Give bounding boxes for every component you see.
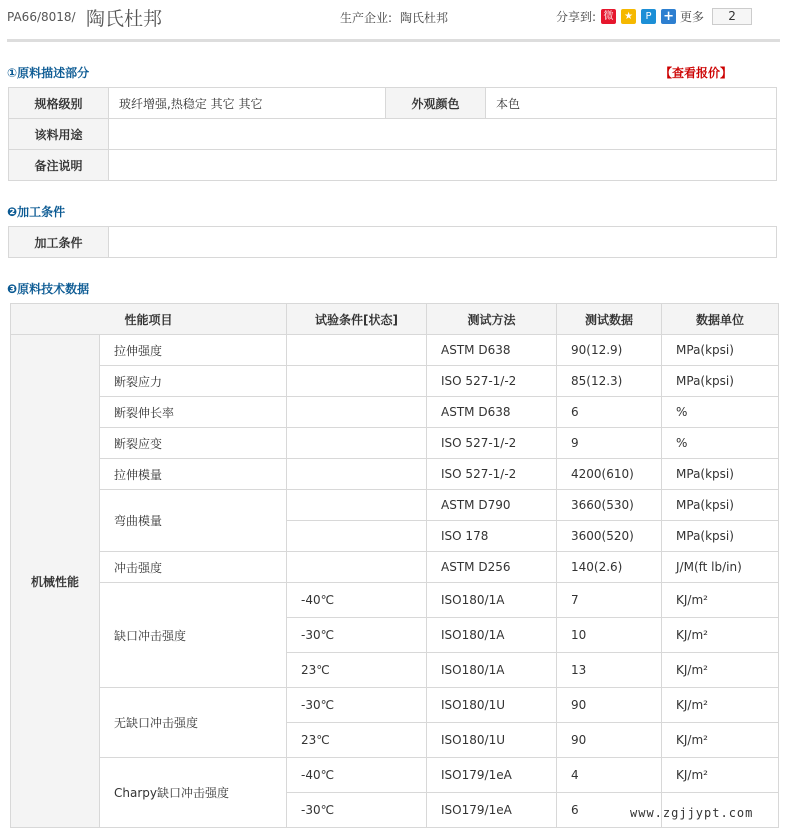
property-name: Charpy缺口冲击强度 xyxy=(100,758,287,828)
share-count-badge: 2 xyxy=(712,8,752,25)
section-title-technical: ❸原料技术数据 xyxy=(7,282,90,296)
weibo-icon[interactable]: 微 xyxy=(601,9,616,24)
test-value: 90(12.9) xyxy=(557,335,662,366)
test-value: 3600(520) xyxy=(557,521,662,552)
test-condition xyxy=(287,459,427,490)
unit: % xyxy=(662,397,779,428)
unit: KJ/m² xyxy=(662,653,779,688)
unit: KJ/m² xyxy=(662,618,779,653)
technical-data-table xyxy=(10,303,779,828)
test-condition: 23℃ xyxy=(287,653,427,688)
remarks-value xyxy=(109,150,777,181)
table-row xyxy=(11,583,779,618)
manufacturer-label: 生产企业: xyxy=(340,11,393,25)
test-value: 10 xyxy=(557,618,662,653)
test-method: ISO180/1U xyxy=(427,688,557,723)
table-row xyxy=(9,88,777,119)
test-condition: -30℃ xyxy=(287,688,427,723)
usage-label: 该料用途 xyxy=(9,119,109,150)
test-method: ISO 527-1/-2 xyxy=(427,366,557,397)
share-label: 分享到: xyxy=(556,10,597,24)
test-value: 3660(530) xyxy=(557,490,662,521)
test-value: 90 xyxy=(557,688,662,723)
property-name: 冲击强度 xyxy=(100,552,287,583)
section-title-processing: ❷加工条件 xyxy=(7,205,66,219)
site-watermark: www.zgjjypt.com xyxy=(630,806,754,820)
test-method: ISO 527-1/-2 xyxy=(427,428,557,459)
property-name: 断裂应力 xyxy=(100,366,287,397)
spec-grade-value: 玻纤增强,热稳定 其它 其它 xyxy=(109,88,386,119)
unit: J/M(ft lb/in) xyxy=(662,552,779,583)
test-value: 85(12.3) xyxy=(557,366,662,397)
test-condition: -30℃ xyxy=(287,793,427,828)
test-method: ASTM D256 xyxy=(427,552,557,583)
test-value: 13 xyxy=(557,653,662,688)
test-method: ISO180/1A xyxy=(427,583,557,618)
unit: MPa(kpsi) xyxy=(662,366,779,397)
test-condition xyxy=(287,366,427,397)
table-row xyxy=(11,758,779,793)
test-method: ISO180/1A xyxy=(427,653,557,688)
test-value: 9 xyxy=(557,428,662,459)
qzone-icon[interactable]: ★ xyxy=(621,9,636,24)
spec-grade-label: 规格级别 xyxy=(9,88,109,119)
test-method: ASTM D790 xyxy=(427,490,557,521)
table-row xyxy=(11,397,779,428)
appearance-color-label: 外观颜色 xyxy=(386,88,486,119)
table-row xyxy=(11,428,779,459)
table-row xyxy=(9,150,777,181)
description-table xyxy=(8,87,777,181)
test-value: 6 xyxy=(557,793,662,828)
property-name: 拉伸模量 xyxy=(100,459,287,490)
test-value: 4200(610) xyxy=(557,459,662,490)
test-method: ISO180/1U xyxy=(427,723,557,758)
test-method: ISO180/1A xyxy=(427,618,557,653)
unit: MPa(kpsi) xyxy=(662,459,779,490)
property-name: 弯曲模量 xyxy=(100,490,287,552)
test-condition xyxy=(287,552,427,583)
test-value: 4 xyxy=(557,758,662,793)
usage-value xyxy=(109,119,777,150)
unit: MPa(kpsi) xyxy=(662,490,779,521)
manufacturer-value: 陶氏杜邦 xyxy=(400,11,449,25)
test-value: 6 xyxy=(557,397,662,428)
header-divider xyxy=(7,39,780,42)
table-row xyxy=(11,459,779,490)
table-row xyxy=(11,688,779,723)
property-name: 缺口冲击强度 xyxy=(100,583,287,688)
header-property: 性能项目 xyxy=(11,304,287,335)
table-row xyxy=(11,335,779,366)
header-unit: 数据单位 xyxy=(662,304,779,335)
unit: MPa(kpsi) xyxy=(662,335,779,366)
unit: MPa(kpsi) xyxy=(662,521,779,552)
test-condition xyxy=(287,428,427,459)
test-method: ASTM D638 xyxy=(427,397,557,428)
test-condition: -40℃ xyxy=(287,758,427,793)
property-name: 拉伸强度 xyxy=(100,335,287,366)
test-method: ISO179/1eA xyxy=(427,793,557,828)
page-title: 陶氏杜邦 xyxy=(86,8,163,30)
unit: KJ/m² xyxy=(662,723,779,758)
test-condition xyxy=(287,397,427,428)
test-condition: -30℃ xyxy=(287,618,427,653)
view-quote-link[interactable]: 【查看报价】 xyxy=(660,66,733,80)
test-value: 7 xyxy=(557,583,662,618)
test-method: ASTM D638 xyxy=(427,335,557,366)
property-name: 断裂伸长率 xyxy=(100,397,287,428)
processing-table xyxy=(8,226,777,258)
header-condition: 试验条件[状态] xyxy=(287,304,427,335)
property-name: 无缺口冲击强度 xyxy=(100,688,287,758)
test-value: 90 xyxy=(557,723,662,758)
header-value: 测试数据 xyxy=(557,304,662,335)
property-name: 断裂应变 xyxy=(100,428,287,459)
manufacturer-info xyxy=(340,9,448,26)
remarks-label: 备注说明 xyxy=(9,150,109,181)
share-more-link[interactable]: 更多 xyxy=(680,10,705,24)
test-value: 140(2.6) xyxy=(557,552,662,583)
test-method: ISO 178 xyxy=(427,521,557,552)
test-condition xyxy=(287,335,427,366)
tencent-weibo-icon[interactable]: P xyxy=(641,9,656,24)
table-row xyxy=(11,490,779,521)
section-title-description: ①原料描述部分 xyxy=(7,66,90,80)
breadcrumb[interactable]: PA66/8018/ xyxy=(7,10,76,24)
table-row xyxy=(9,227,777,258)
unit: KJ/m² xyxy=(662,688,779,723)
test-condition xyxy=(287,521,427,552)
mechanical-group-label: 机械性能 xyxy=(11,335,100,828)
more-plus-icon[interactable]: + xyxy=(661,9,676,24)
test-method: ISO 527-1/-2 xyxy=(427,459,557,490)
header-method: 测试方法 xyxy=(427,304,557,335)
unit: KJ/m² xyxy=(662,758,779,793)
table-row xyxy=(11,366,779,397)
unit: % xyxy=(662,428,779,459)
test-method: ISO179/1eA xyxy=(427,758,557,793)
table-row xyxy=(9,119,777,150)
table-header-row xyxy=(11,304,779,335)
test-condition: -40℃ xyxy=(287,583,427,618)
test-condition xyxy=(287,490,427,521)
unit: KJ/m² xyxy=(662,583,779,618)
appearance-color-value: 本色 xyxy=(486,88,777,119)
processing-label: 加工条件 xyxy=(9,227,109,258)
processing-value xyxy=(109,227,777,258)
table-row xyxy=(11,552,779,583)
test-condition: 23℃ xyxy=(287,723,427,758)
share-bar xyxy=(556,8,752,25)
page-header xyxy=(0,0,785,38)
